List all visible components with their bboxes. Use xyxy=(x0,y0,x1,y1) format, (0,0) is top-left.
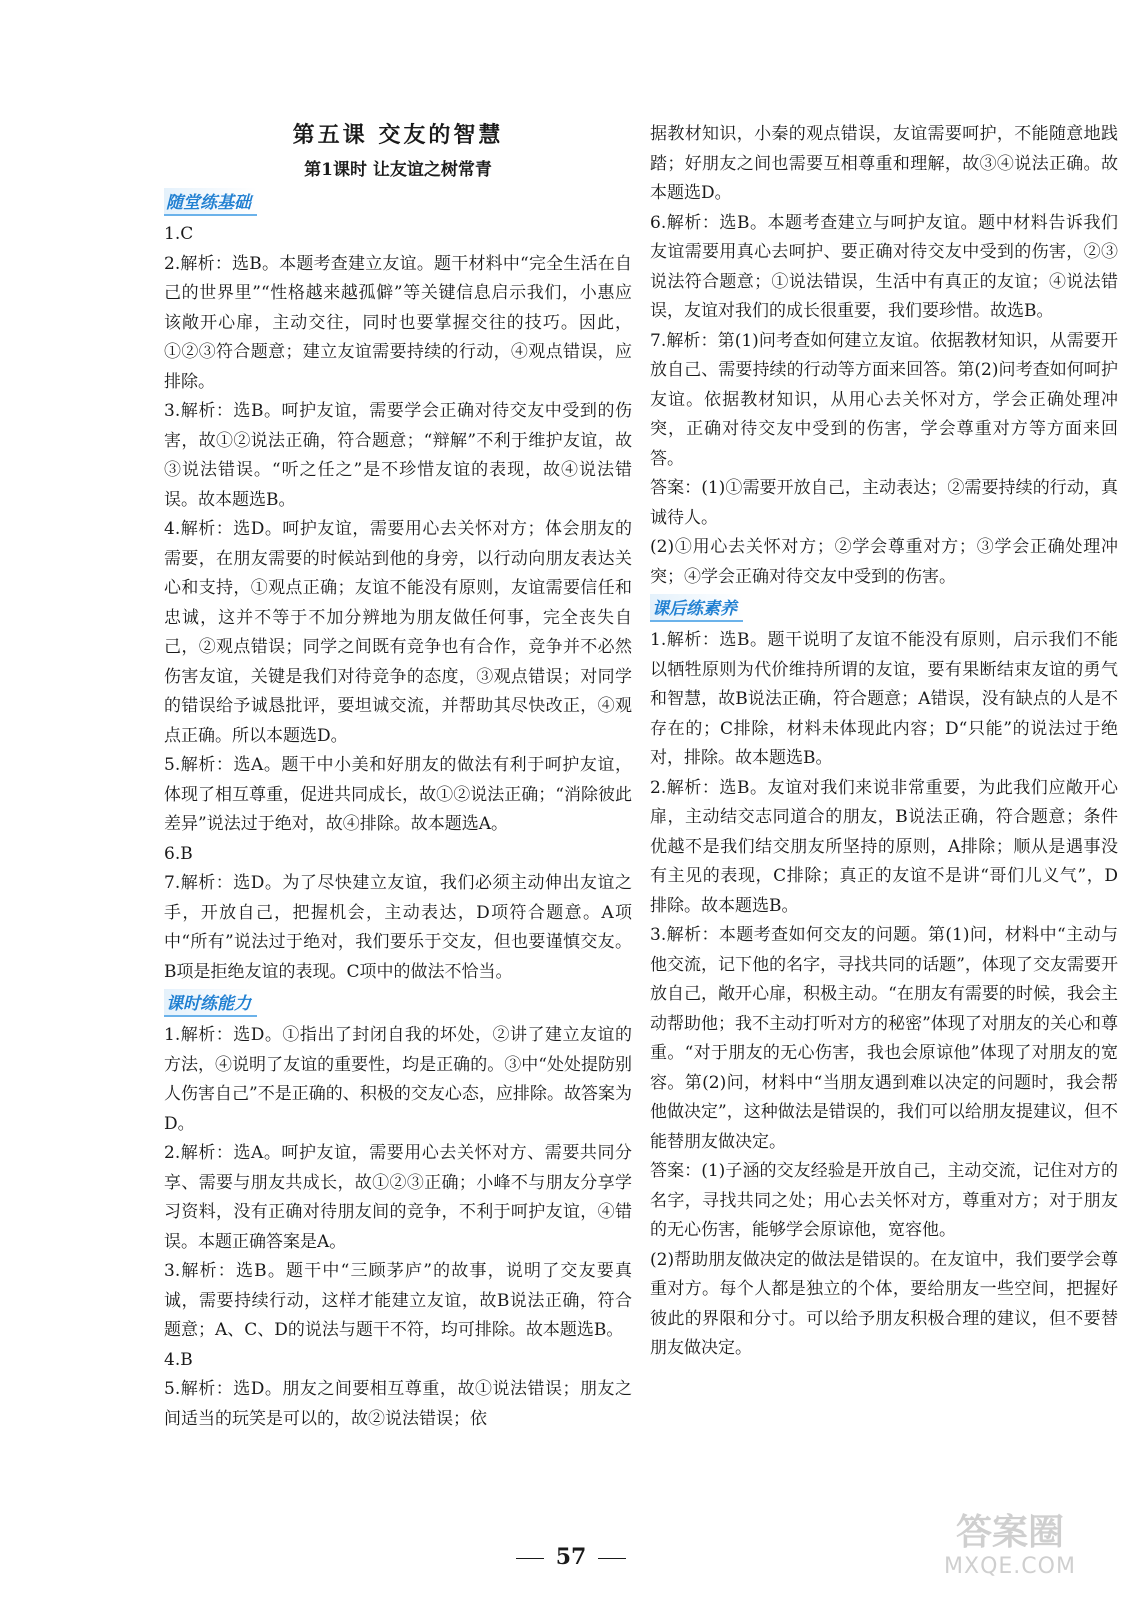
answer-item: 4.B xyxy=(164,1349,193,1370)
answer-item: (2)帮助朋友做决定的做法是错误的。在友谊中，我们要学会尊重对方。每个人都是独立的个体，要给朋友一些空间，把握好彼此的界限和分寸。可以给予朋友积极合理的建议，但不要替朋友做决定。 xyxy=(650,1249,1118,1358)
dash-left xyxy=(516,1558,544,1559)
answer-item: (2)①用心去关怀对方；②学会尊重对方；③学会正确处理冲突；④学会正确对待交友中受到的伤害。 xyxy=(650,537,1118,587)
answer-item: 3.解析：选B。题干中“三顾茅庐”的故事，说明了交友要真诚，需要持续行动，这样才能建立友谊，故B说法正确，符合题意；A、C、D的说法与题干不符，均可排除。故本题选B。 xyxy=(164,1261,632,1340)
dash-right xyxy=(598,1558,626,1559)
answer-item: 5.解析：选A。题干中小美和好朋友的做法有利于呵护友谊，体现了相互尊重，促进共同成长，故①②说法正确；“消除彼此差异”说法过于绝对，故④排除。故本题选A。 xyxy=(164,755,632,834)
answer-item: 6.解析：选B。本题考查建立与呵护友谊。题中材料告诉我们友谊需要用真心去呵护、要正确对待交友中受到的伤害，②③说法符合题意；①说法错误，生活中有真正的友谊；④说法错误，友谊对我们的成长很重要，我们要珍惜。故选B。 xyxy=(650,212,1118,321)
watermark-bottom: MXQE.COM xyxy=(944,1554,1076,1579)
left-column xyxy=(164,118,632,1434)
answer-item: 1.解析：选B。题干说明了友谊不能没有原则，启示我们不能以牺牲原则为代价维持所谓的友谊，要有果断结束友谊的勇气和智慧，故B说法正确，符合题意；A错误，没有缺点的人是不存在的；C排除，材料未体现此内容；D“只能”的说法过于绝对，排除。故本题选B。 xyxy=(650,630,1118,768)
section-heading-basic: 随堂练基础 xyxy=(164,188,257,216)
right-column xyxy=(650,120,1118,1364)
answer-item: 7.解析：选D。为了尽快建立友谊，我们必须主动伸出友谊之手，开放自己，把握机会，主动表达，D项符合题意。A项中“所有”说法过于绝对，我们要乐于交友，但也要谨慎交友。B项是拒绝友谊的表现。C项中的做法不恰当。 xyxy=(164,873,632,982)
answer-item: 2.解析：选B。友谊对我们来说非常重要，为此我们应敞开心扉，主动结交志同道合的朋友，B说法正确，符合题意；条件优越不是我们结交朋友所坚持的原则，A排除；顺从是遇事没有主见的表现，C排除；真正的友谊不是讲“哥们儿义气”，D排除。故本题选B。 xyxy=(650,777,1118,916)
answer-item: 1.C xyxy=(164,224,194,244)
answer-item: 5.解析：选D。朋友之间要相互尊重，故①说法错误；朋友之间适当的玩笑是可以的，故②说法错误；依 xyxy=(164,1379,632,1429)
page-number-text: 57 xyxy=(555,1544,587,1570)
section-heading-literacy: 课后练素养 xyxy=(650,594,743,622)
continued-text: 据教材知识，小秦的观点错误，友谊需要呵护，不能随意地践踏；好朋友之间也需要互相尊重和理解，故③④说法正确。故本题选D。 xyxy=(650,124,1118,203)
answer-item: 6.B xyxy=(164,843,193,864)
answer-item: 7.解析：第(1)问考查如何建立友谊。依据教材知识，从需要开放自己、需要持续的行动等方面来回答。第(2)问考查如何呵护友谊。依据教材知识，从用心去关怀对方，学会正确处理冲突，正确对待交友中受到的伤害，学会尊重对方等方面来回答。 xyxy=(650,330,1118,469)
lesson-title: 第五课 交友的智慧 xyxy=(292,122,504,148)
answer-item: 1.解析：选D。①指出了封闭自我的坏处，②讲了建立友谊的方法，④说明了友谊的重要性，均是正确的。③中“处处提防别人伤害自己”不是正确的、积极的交友心态，应排除。故答案为D。 xyxy=(164,1025,632,1134)
answer-item: 2.解析：选A。呵护友谊，需要用心去关怀对方、需要共同分享、需要与朋友共成长，故①②③正确；小峰不与朋友分享学习资料，没有正确对待朋友间的竞争，不利于呵护友谊，④错误。本题正确答案是A。 xyxy=(164,1143,632,1252)
answer-item: 4.解析：选D。呵护友谊，需要用心去关怀对方；体会朋友的需要，在朋友需要的时候站到他的身旁，以行动向朋友表达关心和支持，①观点正确；友谊不能没有原则，友谊需要信任和忠诚，这并不等于不加分辨地为朋友做任何事，完全丧失自己，②观点错误；同学之间既有竞争也有合作，竞争并不必然伤害友谊，关键是我们对待竞争的态度，③观点错误；对同学的错误给予诚恳批评，要坦诚交流，并帮助其尽快改正，④观点正确。所以本题选D。 xyxy=(164,519,632,746)
answer-item: 3.解析：本题考查如何交友的问题。第(1)问，材料中“主动与他交流，记下他的名字，寻找共同的话题”，体现了交友需要开放自己，敞开心扉，积极主动。“在朋友有需要的时候，我会主动帮助他；我不主动打听对方的秘密”体现了对朋友的关心和尊重。“对于朋友的无心伤害，我也会原谅他”体现了对朋友的宽容。第(2)问，材料中“当朋友遇到难以决定的问题时，我会帮他做决定”，这种做法是错误的，我们可以给朋友提建议，但不能替朋友做决定。 xyxy=(650,925,1118,1152)
answer-item: 2.解析：选B。本题考查建立友谊。题干材料中“完全生活在自己的世界里”“性格越来越孤僻”等关键信息启示我们，小惠应该敞开心扉，主动交往，同时也要掌握交往的技巧。因此，①②③符合题意；建立友谊需要持续的行动，④观点错误，应排除。 xyxy=(164,253,632,392)
watermark-logo xyxy=(905,1512,1115,1592)
lesson-subtitle: 第1课时 让友谊之树常青 xyxy=(304,160,492,180)
answer-item: 答案：(1)①需要开放自己，主动表达；②需要持续的行动，真诚待人。 xyxy=(650,478,1118,528)
answer-item: 答案：(1)子涵的交友经验是开放自己，主动交流，记住对方的名字，寻找共同之处；用心去关怀对方，尊重对方；对于朋友的无心伤害，能够学会原谅他，宽容他。 xyxy=(650,1161,1118,1240)
watermark-top: 答案圈 xyxy=(955,1512,1064,1553)
section-heading-ability: 课时练能力 xyxy=(164,989,257,1017)
answer-item: 3.解析：选B。呵护友谊，需要学会正确对待交友中受到的伤害，故①②说法正确，符合题意；“辩解”不利于维护友谊，故③说法错误。“听之任之”是不珍惜友谊的表现，故④说法错误。故本题选B。 xyxy=(164,401,632,510)
